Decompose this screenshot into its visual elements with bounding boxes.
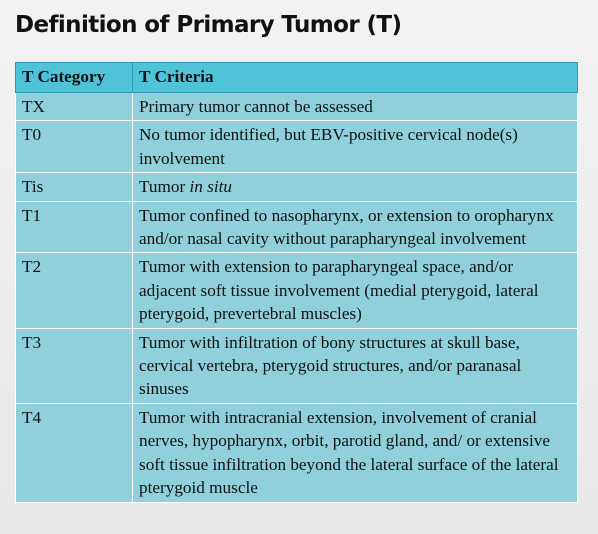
t-criteria-cell: Primary tumor cannot be assessed xyxy=(133,93,578,121)
t-category-cell: T1 xyxy=(16,201,133,253)
t-criteria-cell xyxy=(133,173,578,201)
criteria-italic-text: in situ xyxy=(189,177,232,197)
t-criteria-cell: No tumor identified, but EBV-positive cervical node(s) involvement xyxy=(133,121,578,173)
page-title: Definition of Primary Tumor (T) xyxy=(15,12,402,38)
table-row xyxy=(16,403,578,502)
table-row xyxy=(16,253,578,328)
t-category-cell: T3 xyxy=(16,328,133,403)
table-row xyxy=(16,328,578,403)
t-criteria-cell: Tumor with infiltration of bony structures at skull base, cervical vertebra, pterygoid structures, and/or paranasal sinuses xyxy=(133,328,578,403)
t-category-cell: T0 xyxy=(16,121,133,173)
column-header-t-category: T Category xyxy=(16,63,133,93)
table-row xyxy=(16,93,578,121)
table-row xyxy=(16,173,578,201)
criteria-text: Tumor xyxy=(139,177,190,197)
table-header-row xyxy=(16,63,578,93)
t-category-table xyxy=(15,62,578,503)
t-criteria-cell: Tumor confined to nasopharynx, or extension to oropharynx and/or nasal cavity without parapharyngeal involvement xyxy=(133,201,578,253)
column-header-t-criteria: T Criteria xyxy=(133,63,578,93)
t-criteria-cell: Tumor with extension to parapharyngeal space, and/or adjacent soft tissue involvement (medial pterygoid, lateral pterygoid, prevertebral muscles) xyxy=(133,253,578,328)
t-category-cell: TX xyxy=(16,93,133,121)
t-category-cell: T4 xyxy=(16,403,133,502)
t-criteria-cell: Tumor with intracranial extension, involvement of cranial nerves, hypopharynx, orbit, parotid gland, and/ or extensive soft tissue infiltration beyond the lateral surface of the lateral pterygoid muscle xyxy=(133,403,578,502)
t-category-cell: Tis xyxy=(16,173,133,201)
table-row xyxy=(16,121,578,173)
table-row xyxy=(16,201,578,253)
t-category-cell: T2 xyxy=(16,253,133,328)
